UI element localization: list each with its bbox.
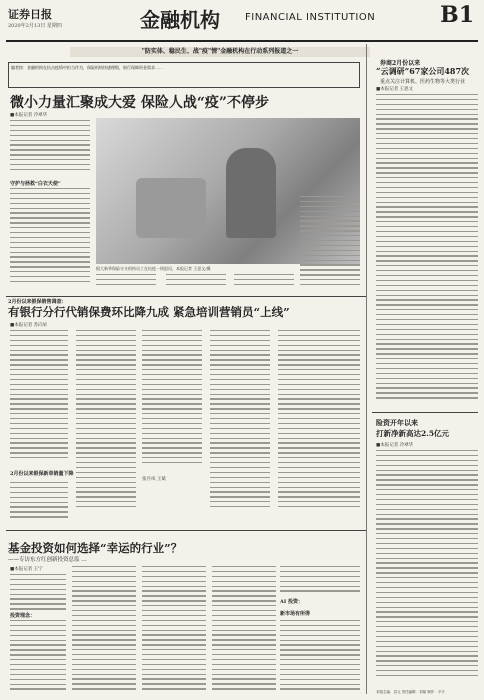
story3-text-col1b — [10, 620, 66, 690]
byline-story3: ■本报记者 王宁 — [10, 567, 43, 572]
story3-text-col4 — [212, 566, 276, 690]
photo-person — [226, 148, 276, 238]
masthead-rule — [6, 40, 478, 42]
section-title-english: FINANCIAL INSTITUTION — [245, 12, 376, 23]
story2-text-col1 — [10, 330, 68, 466]
right-text-2 — [376, 450, 478, 686]
right-headline2-line1: 险资开年以来 — [376, 418, 418, 427]
story2-text-col1b — [10, 482, 68, 520]
headline-story1: 微小力量汇聚成大爱 保险人战“疫”不停步 — [10, 95, 269, 111]
page-footer: 本版主编：袁元 责任编辑：刘斌 制作：平平 — [376, 690, 445, 694]
right-headline: “云调研”67家公司487次 — [376, 66, 470, 76]
photo-caption: 据大新华保险分支机构员工在抗疫一线慰问，本报记者 王思文/摄 — [96, 266, 211, 271]
headline-story2: 有银行分行代销保费环比降九成 紧急培训营销员“上线” — [8, 305, 290, 319]
story1-text-col4 — [234, 274, 294, 292]
subheadline-story3: ——专访东方红创新投资总监 … — [8, 557, 87, 563]
subhead-story1-a: 守护与拯救“白衣天使” — [10, 181, 61, 187]
story1-text-col2 — [96, 274, 156, 292]
issue-date: 2020年2月13日 星期四 — [8, 23, 62, 29]
byline-story2: ■本报记者 苏向杲 — [10, 323, 48, 328]
subhead-story3-b: AI 投资： — [280, 599, 303, 605]
subhead-story3-c: 新市场有所得 — [280, 611, 311, 617]
newspaper-logo: 证券日报 — [8, 8, 52, 21]
masthead — [0, 0, 484, 44]
divider-2 — [6, 530, 366, 531]
page-number: B1 — [440, 2, 474, 28]
right-text-1 — [376, 94, 478, 410]
story2-text-col4 — [210, 330, 270, 520]
story2-text-col5 — [278, 330, 360, 520]
story3-text-col3 — [142, 566, 206, 690]
story1-text-col3 — [166, 274, 226, 292]
story1-text-col5 — [300, 196, 360, 292]
byline-story1: ■本报记者 冷翠华 — [10, 113, 48, 118]
story3-text-col5a — [280, 566, 360, 596]
kicker-story2: 2月份以来银保销售调查： — [8, 299, 67, 305]
right-kicker: 券商2月份以来 — [380, 60, 421, 67]
right-subheadline: 重点关注计算机、医药生物等大类行业 — [380, 79, 466, 85]
editor-note: 编者按：金融机构在抗击疫情中担当作为，保险机构快速理赔，银行保障资金需求…… — [8, 62, 360, 88]
story3-text-col1 — [10, 574, 66, 610]
story2-text-col2 — [76, 330, 136, 520]
story3-text-col5 — [280, 620, 360, 690]
section-title: 金融机构 — [140, 8, 220, 32]
column-rule — [366, 44, 367, 694]
right-byline: ■本报记者 王思文 — [376, 87, 414, 92]
story3-text-col2 — [72, 566, 136, 690]
right-byline2: ■本报记者 冷翠华 — [376, 443, 414, 448]
subhead-story3-a: 投资理念： — [10, 613, 36, 619]
story1-text-col1 — [10, 120, 90, 176]
photo-object — [136, 178, 206, 238]
series-banner: "防实体、稳民生、战"疫"情"金融机构在行动系列报道之一 — [70, 47, 370, 57]
reporter-story2: 张丹凤 王斌 — [142, 477, 166, 482]
right-divider — [372, 412, 478, 413]
divider-1 — [6, 296, 366, 297]
story1-text-col1b — [10, 188, 90, 290]
subhead-story2: 2月份以来银保新单销量下降 — [10, 471, 74, 477]
right-headline2-line2: 打新净新高达2.5亿元 — [376, 429, 450, 438]
headline-story3: 基金投资如何选择“幸运的行业”？ — [8, 541, 183, 555]
story2-text-col3 — [142, 330, 202, 472]
